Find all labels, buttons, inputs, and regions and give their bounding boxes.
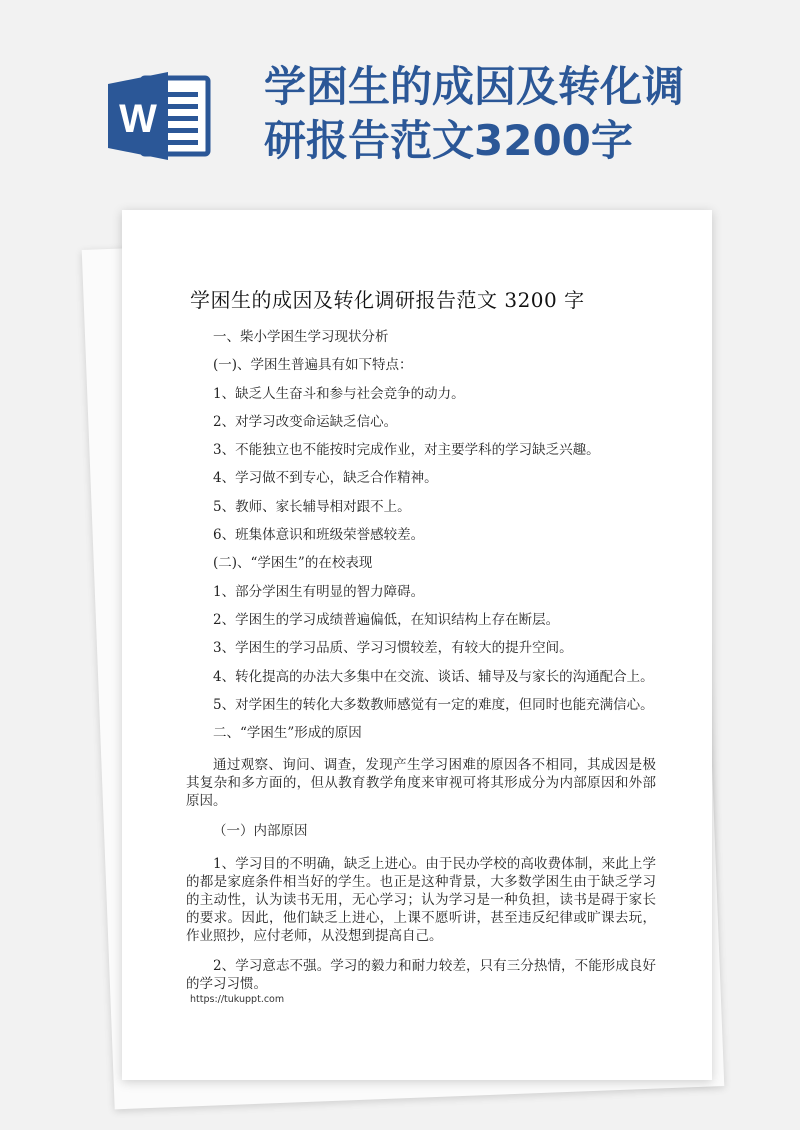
page-title: [264, 60, 734, 168]
document-page: [122, 210, 712, 1080]
page-title-line-2: 研报告范文3200字: [264, 116, 633, 165]
list-item: 3、学困生的学习品质、学习习惯较差，有较大的提升空间。: [213, 640, 573, 657]
document-title: 学困生的成因及转化调研报告范文 3200 字: [190, 288, 585, 312]
list-item: 5、对学困生的转化大多数教师感觉有一定的难度，但同时也能充满信心。: [213, 696, 654, 713]
list-item: 1、缺乏人生奋斗和参与社会竞争的动力。: [213, 385, 465, 402]
list-item: (一)、学困生普遍具有如下特点：: [213, 357, 413, 374]
footer-url: https://tukuppt.com: [190, 994, 285, 1005]
list-item: 6、班集体意识和班级荣誉感较差。: [213, 527, 425, 544]
list-item: 3、不能独立也不能按时完成作业，对主要学科的学习缺乏兴趣。: [213, 442, 600, 459]
logo-letter: W: [119, 97, 157, 141]
list-item: 二、“学困生”形成的原因: [213, 725, 362, 742]
word-document-icon: [108, 72, 212, 160]
list-item: 1、部分学困生有明显的智力障碍。: [213, 583, 425, 600]
paragraph-reason-1: 1、学习目的不明确，缺乏上进心。由于民办学校的高收费体制，来此上学的都是家庭条件相当好的学生。也正是这种背景，大多数学困生由于缺乏学习的主动性，认为读书无用，无心学习；认为学习是一种负担，读书是碍于家长的要求。因此，他们缺乏上进心，上课不愿听讲，甚至违反纪律或旷课去玩，作业照抄，应付老师，从没想到提高自己。: [186, 855, 656, 944]
paragraph-causes-intro: 通过观察、询问、调查，发现产生学习困难的原因各不相同，其成因是极其复杂和多方面的，但从教育教学角度来审视可将其形成分为内部原因和外部原因。: [186, 757, 656, 810]
document-body: [186, 328, 656, 1005]
list-item: 2、对学习改变命运缺乏信心。: [213, 413, 398, 430]
list-item: 4、学习做不到专心，缺乏合作精神。: [213, 470, 438, 487]
paragraph-reason-2: 2、学习意志不强。学习的毅力和耐力较差，只有三分热情，不能形成良好的学习习惯。: [186, 957, 656, 992]
list-item: (二)、“学困生”的在校表现: [213, 555, 373, 572]
list-item: 4、转化提高的办法大多集中在交流、谈话、辅导及与家长的沟通配合上。: [213, 668, 654, 685]
list-item: 5、教师、家长辅导相对跟不上。: [213, 498, 411, 515]
page-title-line-1: 学困生的成因及转化调: [264, 62, 685, 111]
list-item: 2、学困生的学习成绩普遍偏低，在知识结构上存在断层。: [213, 611, 560, 628]
sub-heading-internal: （一）内部原因: [213, 823, 308, 840]
list-item: 一、柴小学困生学习现状分析: [213, 329, 389, 345]
